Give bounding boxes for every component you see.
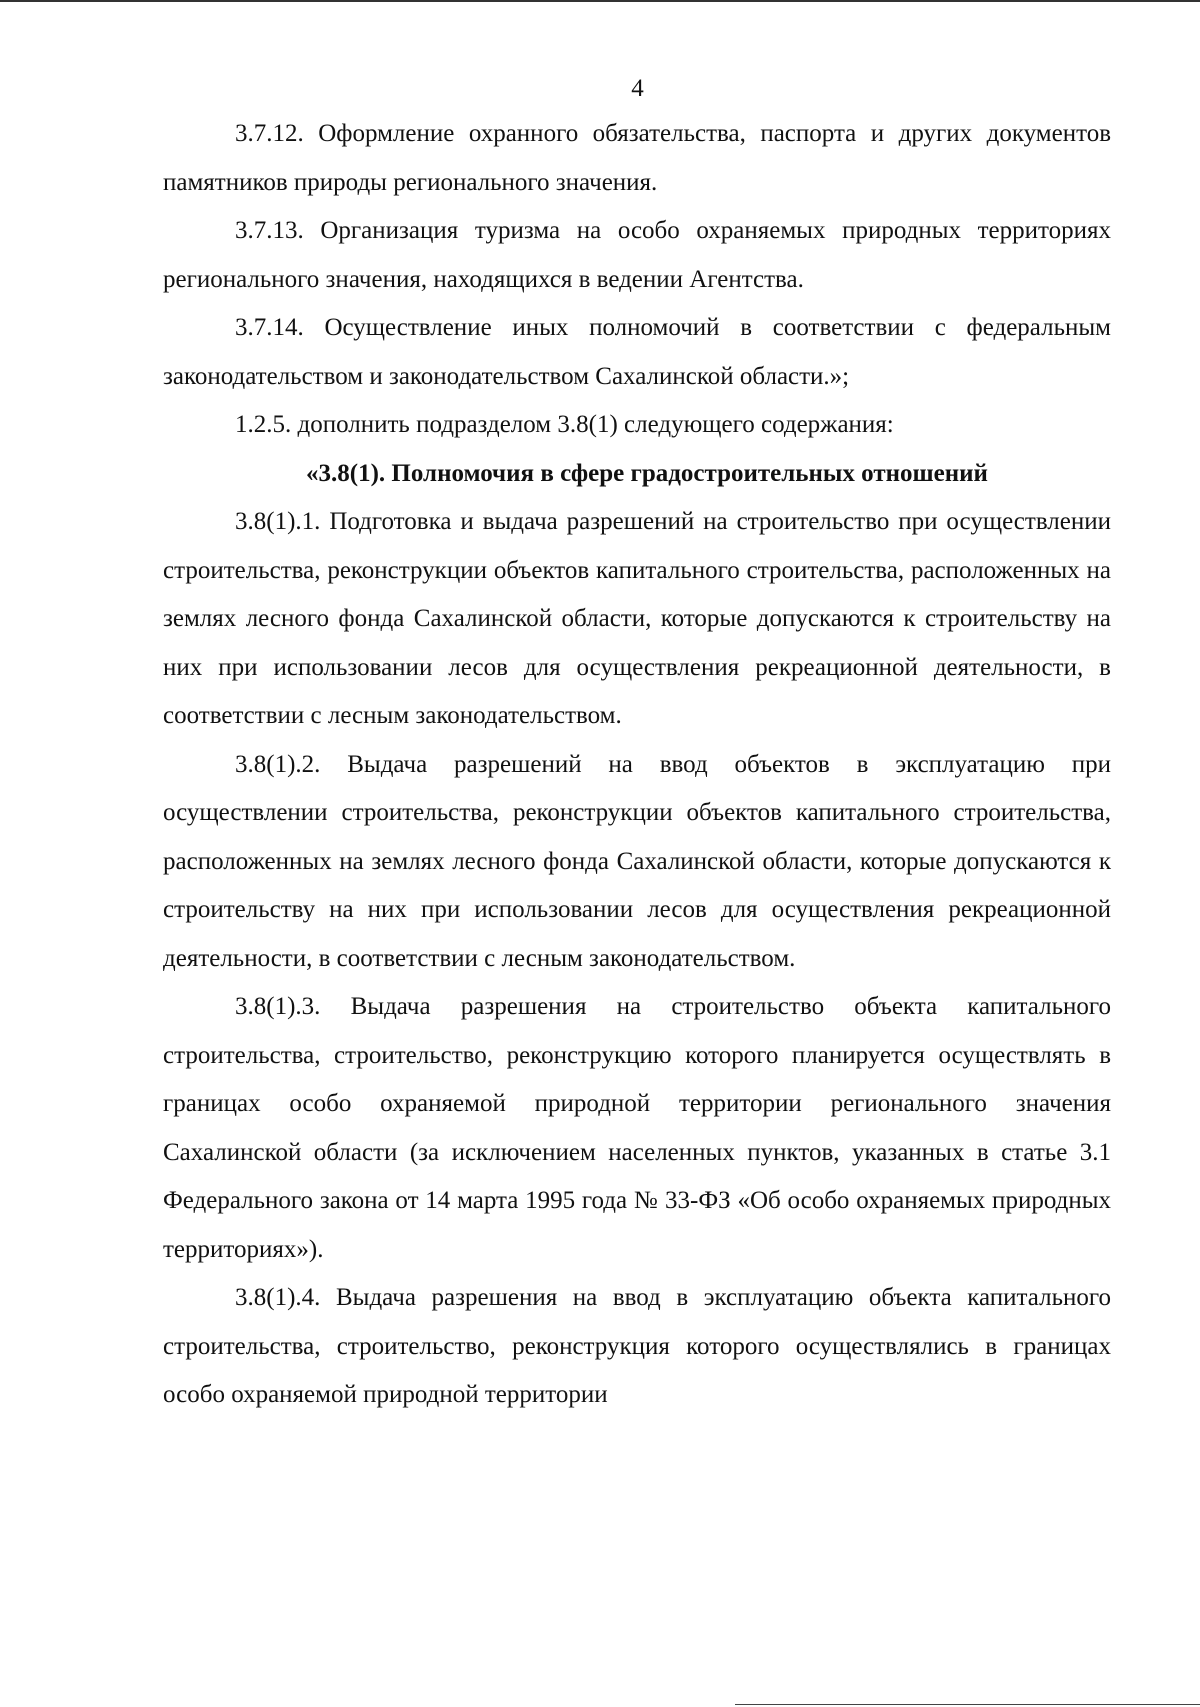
top-border-line xyxy=(0,0,1200,2)
paragraph-3-8-1-3: 3.8(1).3. Выдача разрешения на строительство объекта капитального строительства, строительство, реконструкцию которого планируется осуществлять в границах особо охраняемой природной территории регионального значения Сахалинской области (за исключением населенных пунктов, указанных в статье 3.1 Федерального закона от 14 марта 1995 года № 33-ФЗ «Об особо охраняемых природных территориях»). xyxy=(163,993,1111,1263)
paragraph-3-8-1-1: 3.8(1).1. Подготовка и выдача разрешений на строительство при осуществлении строительства, реконструкции объектов капитального строительства, расположенных на землях лесного фонда Сахалинской области, которые допускаются к строительству на них при использовании лесов для осуществления рекреационной деятельности, в соответствии с лесным законодательством. xyxy=(163,508,1111,729)
document-body xyxy=(163,110,1111,1420)
paragraph-3-8-1-4: 3.8(1).4. Выдача разрешения на ввод в эксплуатацию объекта капитального строительства, строительство, реконструкция которого осуществлялись в границах особо охраняемой природной территории xyxy=(163,1284,1111,1408)
paragraph-3-7-13: 3.7.13. Организация туризма на особо охраняемых природных территориях регионального значения, находящихся в ведении Агентства. xyxy=(163,217,1111,293)
bottom-border-line xyxy=(735,1704,1200,1705)
page-number: 4 xyxy=(631,75,644,102)
paragraph-3-8-1-2: 3.8(1).2. Выдача разрешений на ввод объектов в эксплуатацию при осуществлении строительства, реконструкции объектов капитального строительства, расположенных на землях лесного фонда Сахалинской области, которые допускаются к строительству на них при использовании лесов для осуществления рекреационной деятельности, в соответствии с лесным законодательством. xyxy=(163,750,1111,972)
paragraph-1-2-5: 1.2.5. дополнить подразделом 3.8(1) следующего содержания: xyxy=(235,411,894,438)
paragraph-3-7-12: 3.7.12. Оформление охранного обязательства, паспорта и других документов памятников природы регионального значения. xyxy=(163,120,1111,196)
section-heading-3-8-1: «3.8(1). Полномочия в сфере градостроительных отношений xyxy=(306,459,988,487)
paragraph-3-7-14: 3.7.14. Осуществление иных полномочий в соответствии с федеральным законодательством и законодательством Сахалинской области.»; xyxy=(163,314,1111,390)
